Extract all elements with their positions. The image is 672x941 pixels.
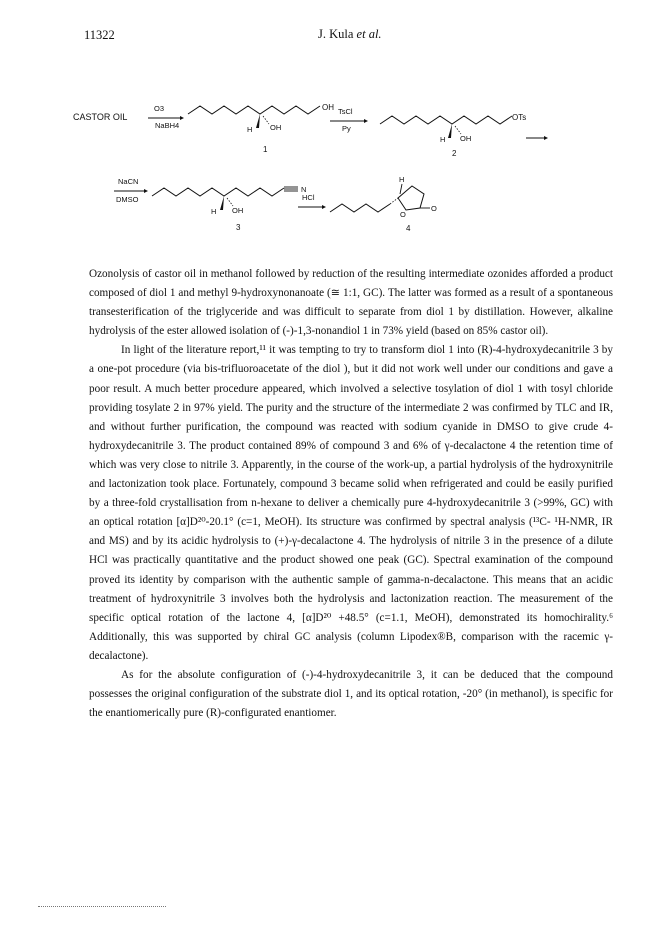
reagent-dmso: DMSO: [116, 195, 139, 204]
running-header-etal: et al.: [356, 27, 382, 41]
nitrile-3-h: H: [211, 207, 217, 216]
paragraph-3: As for the absolute configuration of (-)-4-hydroxydecanitrile 3, it can be deduced that the compound possesses the original configuration of the substrate diol 1, and its optical rotation, -20° (in methanol), is specific for the enantiomerically pure (R)-configurated enantiomer.: [89, 668, 613, 720]
tosylate-2-h: H: [440, 135, 446, 144]
lactone-4-ring: [398, 186, 424, 210]
reagent-py: Py: [342, 124, 351, 133]
reagent-hcl: HCl: [302, 193, 315, 202]
reagent-nabh4: NaBH4: [155, 121, 180, 130]
tosylate-2-oh: OH: [460, 134, 472, 143]
tosylate-2-hash: [455, 126, 461, 134]
tosylate-2-skeleton: [380, 116, 512, 124]
compound-2-number: 2: [452, 149, 457, 158]
reagent-nacn: NaCN: [118, 177, 139, 186]
nitrile-3-hash: [227, 198, 233, 206]
paragraph-2: In light of the literature report,¹¹ it was tempting to try to transform diol 1 into (R)-4-hydroxydecanitrile 3 by a one-pot procedure (via bis-trifluoroacetate of the diol ), but it did not work well under our conditions and gave a poor result. A much better procedure appeared, which involved a selective tosylation of diol 1 with tosyl chloride providing tosylate 2 in 97% yield. The purity and the structure of the intermediate 2 was confirmed by TLC and IR, and without further purification, the compound was reacted with sodium cyanide in DMSO to give crude 4-hydroxydecanitrile 3. The product contained 89% of compound 3 and 6% of γ-decalactone 4 the retention time of which was very close to nitrile 3. Apparently, in the course of the work-up, a partial hydrolysis of the hydroxynitrile and lactonization took place. Fortunately, compound 3 became solid when refrigerated and could be easily purified by a three-fold crystallisation from n-hexane to deliver a chemically pure 4-hydroxydecanitrile 3 (>99%, GC) with an optical rotation [α]D²⁰-20.1° (c=1, MeOH). Its structure was confirmed by spectral analysis (¹³C- ¹H-NMR, IR and MS) and by its acidic hydrolysis to (+)-γ-decalactone 4. The hydrolysis of nitrile 3 in the presence of a dilute HCl was practically quantitative and the product showed one peak (GC). Spectral examination of the compound proved its identity by comparison with the authentic sample of gamma-n-decalactone. This means that an acidic treatment of hydroxynitrile 3 involves both the hydrolysis and lactonization reaction. The measurement of the specific optical rotation of the lactone 4, [α]D²⁰ +48.5° (c=1.1, MeOH), demonstrated its homochirality.⁶ Additionally, this was supported by chiral GC analysis (column Lipodex®B, comparison with the racemic γ-decalactone).: [89, 344, 613, 662]
diol-1-skeleton: [188, 106, 320, 114]
diol-1-h: H: [247, 125, 253, 134]
lactone-4-h-bond: [400, 184, 402, 194]
footnote-rule: [38, 906, 166, 907]
diol-1-hash: [263, 116, 269, 124]
diol-1-oh-terminal: OH: [322, 103, 334, 112]
diol-1-oh: OH: [270, 123, 282, 132]
arrow-continue-head: [544, 136, 548, 140]
diol-1-wedge: [256, 114, 260, 128]
reagent-o3: O3: [154, 104, 165, 113]
arrow-1-head: [180, 116, 184, 120]
reaction-scheme: [60, 90, 620, 260]
running-header: [318, 27, 382, 42]
tosylate-2-wedge: [448, 124, 452, 138]
tosylate-2-ots: OTs: [512, 113, 527, 122]
compound-1-number: 1: [263, 145, 268, 154]
body-text: [89, 265, 613, 723]
castor-oil-label: CASTOR OIL: [73, 112, 128, 122]
running-header-authors: J. Kula: [318, 27, 354, 41]
page-number: 11322: [84, 28, 115, 42]
arrow-3-head: [144, 189, 148, 193]
paragraph-1: Ozonolysis of castor oil in methanol followed by reduction of the resulting intermediate ozonides afforded a product composed of diol 1 and methyl 9-hydroxynonanoate (≅ 1:1, GC). The latter was formed as a result of a spontaneous transesterification of the triglyceride and was difficult to separate from diol 1 by distillation. However, alkaline hydrolysis of the ester allowed isolation of (-)-1,3-nonandiol 1 in 73% yield (based on 85% castor oil).: [89, 268, 613, 338]
compound-3-number: 3: [236, 223, 241, 232]
nitrile-3-wedge: [220, 196, 224, 210]
arrow-2-head: [364, 119, 368, 123]
arrow-4-head: [322, 205, 326, 209]
reagent-tscl: TsCl: [338, 107, 353, 116]
compound-4-number: 4: [406, 224, 411, 233]
lactone-4-chain: [330, 204, 390, 212]
nitrile-3-oh: OH: [232, 206, 244, 215]
nitrile-n: N: [301, 185, 307, 194]
lactone-4-ring-o: O: [400, 210, 406, 219]
lactone-4-hash: [390, 198, 398, 204]
nitrile-3-skeleton: [152, 188, 284, 196]
lactone-4-h: H: [399, 175, 405, 184]
lactone-4-carbonyl-o: O: [431, 204, 437, 213]
